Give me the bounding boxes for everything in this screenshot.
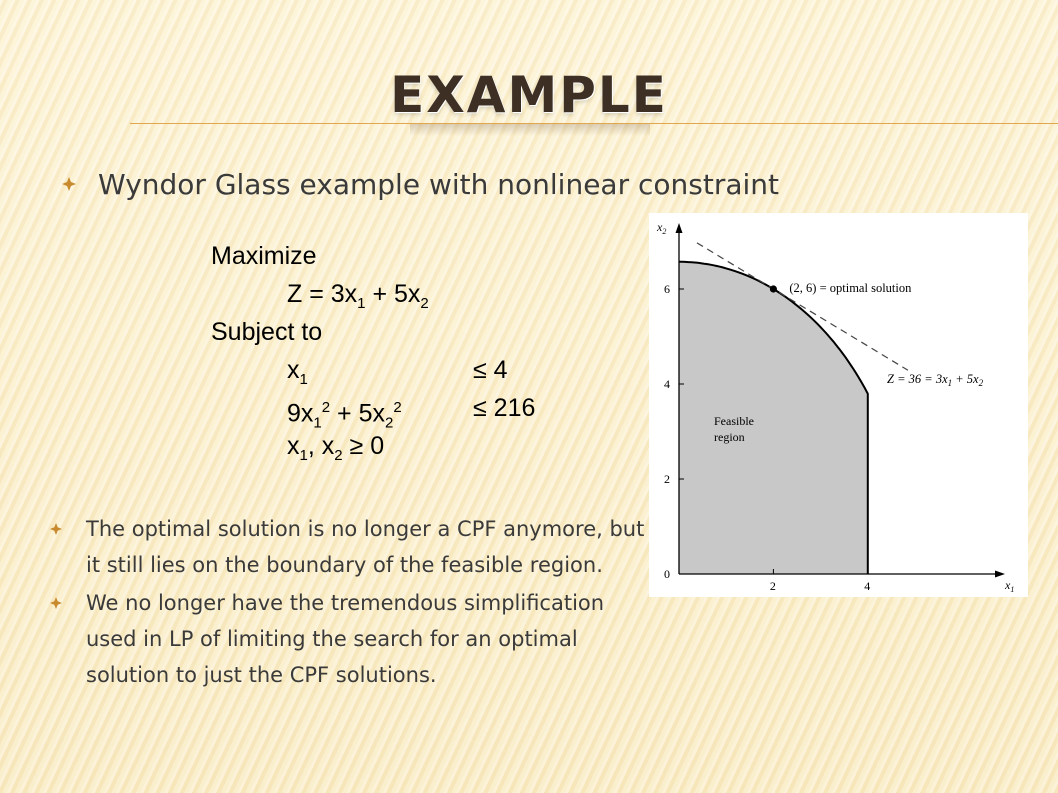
- constraint2-sub2: 2: [385, 414, 394, 432]
- constraint3-var1: x: [287, 432, 300, 460]
- line-label-plus: + 5x: [952, 372, 979, 386]
- diamond-bullet-icon: [50, 597, 62, 609]
- feasible-region-label: Feasible: [714, 414, 754, 428]
- objective-part2: + 5x: [365, 280, 421, 308]
- objective-part: Z = 3x: [287, 280, 358, 308]
- objective-row: [211, 275, 429, 313]
- constraint1-sub: 1: [299, 371, 308, 388]
- y-axis-label-sub: 2: [662, 227, 667, 236]
- feasible-region-label-2: region: [714, 430, 745, 444]
- x-axis-arrow: [995, 571, 1005, 578]
- line-label-sub1: 1: [947, 378, 953, 388]
- constraint2-term1: 9x: [287, 399, 314, 428]
- constraint3-var2: , x: [307, 432, 335, 460]
- x-axis-label-sub: 1: [1010, 585, 1015, 594]
- optimal-point: [770, 285, 777, 292]
- main-bullet: [62, 168, 779, 201]
- optimization-model: [211, 237, 536, 465]
- x-axis-label-main: x: [1005, 578, 1011, 592]
- constraint2-sup2: 2: [393, 399, 402, 416]
- line-label-sub2: 2: [978, 378, 984, 388]
- optimal-solution-label: (2, 6) = optimal solution: [789, 281, 912, 295]
- y-tick-label: 2: [664, 472, 670, 486]
- y-tick-label: 4: [664, 377, 670, 391]
- feasible-region-chart: [649, 213, 1028, 597]
- sub-bullet-2-text: We no longer have the tremendous simplification used in LP of limiting the search for an optimal solution to just the CPF solutions.: [86, 591, 605, 687]
- constraint-row-3: [211, 427, 385, 465]
- y-axis-label-main: x: [657, 220, 663, 234]
- objective-sub2: 2: [420, 295, 429, 312]
- main-bullet-text: Wyndor Glass example with nonlinear constraint: [98, 168, 779, 201]
- x-tick-label: 2: [769, 579, 776, 593]
- constraint2-sup1: 2: [321, 399, 331, 416]
- subject-to-label: Subject to: [211, 318, 323, 346]
- maximize-label: Maximize: [211, 242, 317, 270]
- sub-bullet-list: [48, 511, 660, 695]
- constraint-row-2: [211, 389, 536, 432]
- constraint1-rhs: ≤ 4: [473, 356, 508, 384]
- x-axis-label: [1004, 578, 1014, 594]
- title-shadow: [410, 124, 650, 136]
- slide-title: EXAMPLE: [390, 66, 668, 124]
- sub-bullet-1: [48, 511, 660, 583]
- constraint2-term2: + 5x: [330, 399, 385, 428]
- feasible-region-figure: [649, 213, 1028, 597]
- objective-line-label: [887, 372, 984, 388]
- y-tick-label: 6: [664, 282, 670, 296]
- diamond-bullet-icon: [50, 523, 62, 535]
- constraint3-sub1: 1: [299, 447, 308, 464]
- subject-to-row: [211, 313, 322, 351]
- constraint1-var: x: [287, 356, 300, 384]
- maximize-row: [211, 237, 322, 275]
- y-axis-label: [656, 220, 666, 236]
- y-axis-arrow: [676, 223, 683, 233]
- sub-bullet-1-text: The optimal solution is no longer a CPF anymore, but it still lies on the boundary of the feasible region.: [86, 517, 645, 577]
- constraint2-rhs: ≤ 216: [473, 394, 536, 422]
- constraint3-rhs: ≥ 0: [342, 432, 385, 460]
- nonnegativity-constraint: [287, 427, 384, 475]
- feasible-region-area: [679, 262, 868, 574]
- constraint-row-1: [211, 351, 508, 389]
- x-tick-label: 4: [864, 579, 871, 593]
- sub-bullet-2: [48, 585, 660, 693]
- constraint2-sub1: 1: [313, 414, 322, 432]
- diamond-bullet-icon: [62, 177, 76, 191]
- objective-sub1: 1: [357, 295, 366, 312]
- constraint3-sub2: 2: [334, 447, 343, 464]
- y-tick-label: 0: [664, 567, 670, 581]
- line-label-main: Z = 36 = 3x: [887, 372, 948, 386]
